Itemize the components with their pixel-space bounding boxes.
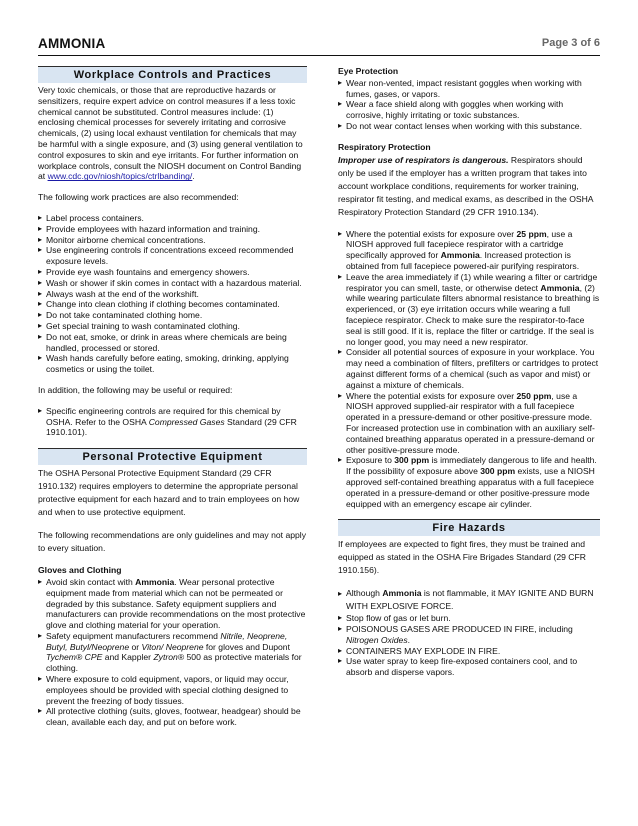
- eye-protection-label: Eye Protection: [338, 66, 399, 76]
- list-item: ▸ Leave the area immediately if (1) while wearing a filter or cartridge respirator you can smell, taste, or otherwise detect Ammonia, (2) while wearing particulate filters abnormal resistance to breathing is experienced, or (3) eye irritation occurs while wearing a full facepiece respirator. Check to make sure the respirator-to-face seal is still good. If it is, replace the filter or cartridge. If the seal is no longer good, you may need a new respirator.: [338, 272, 600, 348]
- list-item: ▸ Change into clean clothing if clothing becomes contaminated.: [38, 299, 307, 310]
- list-item: ▸ Provide eye wash fountains and emergency showers.: [38, 267, 307, 278]
- header-rule: [38, 55, 600, 56]
- list-item: ▸ Do not eat, smoke, or drink in areas where chemicals are being handled, processed or stored.: [38, 332, 307, 354]
- respiratory-protection-label: Respiratory Protection: [338, 141, 431, 152]
- work-practices-list: [38, 213, 307, 375]
- list-item: ▸ Specific engineering controls are required for this chemical by OSHA. Refer to the OSHA Compressed Gases Standard (29 CFR 1910.101).: [38, 406, 307, 438]
- list-item: ▸ Label process containers.: [38, 213, 307, 224]
- list-item: ▸ Use water spray to keep fire-exposed containers cool, and to absorb and disperse vapors.: [338, 656, 600, 678]
- list-item: ▸ Where the potential exists for exposure over 25 ppm, use a NIOSH approved full facepiece respirator with a cartridge specifically approved for Ammonia. Increased protection is obtained from full facepiece powered-air purifying respirators.: [338, 229, 600, 272]
- gloves-clothing-label: Gloves and Clothing: [38, 565, 122, 576]
- list-item: ▸ Get special training to wash contaminated clothing.: [38, 321, 307, 332]
- list-item: ▸ Monitor airborne chemical concentrations.: [38, 235, 307, 246]
- list-item: ▸ Wash hands carefully before eating, smoking, drinking, applying cosmetics or using the toilet.: [38, 353, 307, 375]
- list-item: ▸ Where the potential exists for exposure over 250 ppm, use a NIOSH approved supplied-air respirator with a full facepiece operated in a pressure-demand or other positive-pressure mode. For increased protection use in combination with an auxiliary self-contained breathing apparatus operated in a pressure-demand or other positive-pressure mode.: [338, 391, 600, 456]
- list-item: ▸ Use engineering controls if concentrations exceed recommended exposure levels.: [38, 245, 307, 267]
- list-item: ▸ Wash or shower if skin comes in contact with a hazardous material.: [38, 278, 307, 289]
- list-item: ▸ Although Ammonia is not flammable, it MAY IGNITE AND BURN WITH EXPLOSIVE FORCE.: [338, 587, 600, 613]
- list-item: ▸ Always wash at the end of the workshift.: [38, 289, 307, 300]
- engineering-controls-list: [38, 406, 307, 438]
- list-item: ▸ Do not wear contact lenses when working with this substance.: [338, 121, 600, 132]
- list-item: ▸ Wear a face shield along with goggles when working with corrosive, highly irritating or toxic substances.: [338, 99, 600, 121]
- workplace-controls-heading: Workplace Controls and Practices: [38, 66, 307, 83]
- list-item: ▸ Exposure to 300 ppm is immediately dangerous to life and health. If the possibility of exposure above 300 ppm exists, use a NIOSH approved self-contained breathing apparatus with a full facepiece operated in a pressure-demand or other positive-pressure mode equipped with an emergency escape air cylinder.: [338, 455, 600, 509]
- ppe-guidelines: The following recommendations are only guidelines and may not apply to every situation.: [38, 530, 306, 554]
- page-number: Page 3 of 6: [541, 37, 600, 49]
- list-item: ▸ Where exposure to cold equipment, vapors, or liquid may occur, employees should be provided with special clothing designed to prevent the freezing of body tissues.: [38, 674, 307, 706]
- ppe-intro: The OSHA Personal Protective Equipment Standard (29 CFR 1910.132) requires employers to determine the appropriate personal protective equipment for each hazard and to train employees on how and when to use protective equipment.: [38, 468, 300, 518]
- eye-protection-list: [338, 78, 600, 132]
- left-column: [38, 66, 307, 738]
- ppe-heading: Personal Protective Equipment: [38, 448, 307, 465]
- workplace-intro: Very toxic chemicals, or those that are reproductive hazards or sensitizers, require expert advice on control measures if a less toxic chemical cannot be substituted. Control measures include: (1) enclosing chemical processes for severely irritating and corrosive chemicals, (2) using local exhaust ventilation for chemicals that may be harmful with a single exposure, and (3) using general ventilation to control exposures to skin and eye irritants. For further information on workplace controls, consult the NIOSH document on Control Banding at www.cdc.gov/niosh/topics/ctrlbanding/.: [38, 85, 303, 182]
- work-practices-lead: The following work practices are also recommended:: [38, 192, 239, 203]
- fire-hazards-list: [338, 587, 600, 678]
- list-item: ▸ All protective clothing (suits, gloves, footwear, headgear) should be clean, available each day, and put on before work.: [38, 706, 307, 728]
- respirator-list: [338, 229, 600, 510]
- list-item: ▸ Provide employees with hazard information and training.: [38, 224, 307, 235]
- list-item: ▸ Safety equipment manufacturers recommend Nitrile, Neoprene, Butyl, Butyl/Neoprene or Viton/ Neoprene for gloves and Dupont Tychem® CPE and Kappler Zytron® 500 as protective materials for clothing.: [38, 631, 307, 674]
- list-item: ▸ Consider all potential sources of exposure in your workplace. You may need a combination of filters, prefilters or cartridges to protect against different forms of a chemical (such as vapor and mist) or against a mixture of chemicals.: [338, 347, 600, 390]
- gloves-clothing-list: [38, 577, 307, 728]
- respirator-warning: Improper use of respirators is dangerous. Respirators should only be used if the employer has a written program that takes into account workplace conditions, requirements for worker training, respirator fit testing, and medical exams, as described in the OSHA Respiratory Protection Standard (29 CFR 1910.134).: [338, 154, 594, 217]
- right-column: [338, 66, 600, 688]
- list-item: ▸ Avoid skin contact with Ammonia. Wear personal protective equipment made from material which can not be permeated or degraded by this substance. Safety equipment suppliers and manufacturers can provide recommendations on the most protective glove and clothing material for your operation.: [38, 577, 307, 631]
- fire-hazards-heading: Fire Hazards: [338, 519, 600, 536]
- addition-lead: In addition, the following may be useful or required:: [38, 384, 233, 395]
- control-banding-link[interactable]: www.cdc.gov/niosh/topics/ctrlbanding/: [47, 171, 193, 182]
- list-item: ▸ CONTAINERS MAY EXPLODE IN FIRE.: [338, 646, 600, 657]
- list-item: ▸ Stop flow of gas or let burn.: [338, 613, 600, 624]
- list-item: ▸ Do not take contaminated clothing home.: [38, 310, 307, 321]
- list-item: ▸ POISONOUS GASES ARE PRODUCED IN FIRE, including Nitrogen Oxides.: [338, 624, 600, 646]
- fire-intro: If employees are expected to fight fires, they must be trained and equipped as stated in the OSHA Fire Brigades Standard (29 CFR 1910.156).: [338, 539, 586, 576]
- document-title: AMMONIA: [38, 36, 106, 51]
- list-item: ▸ Wear non-vented, impact resistant goggles when working with fumes, gases, or vapors.: [338, 78, 600, 100]
